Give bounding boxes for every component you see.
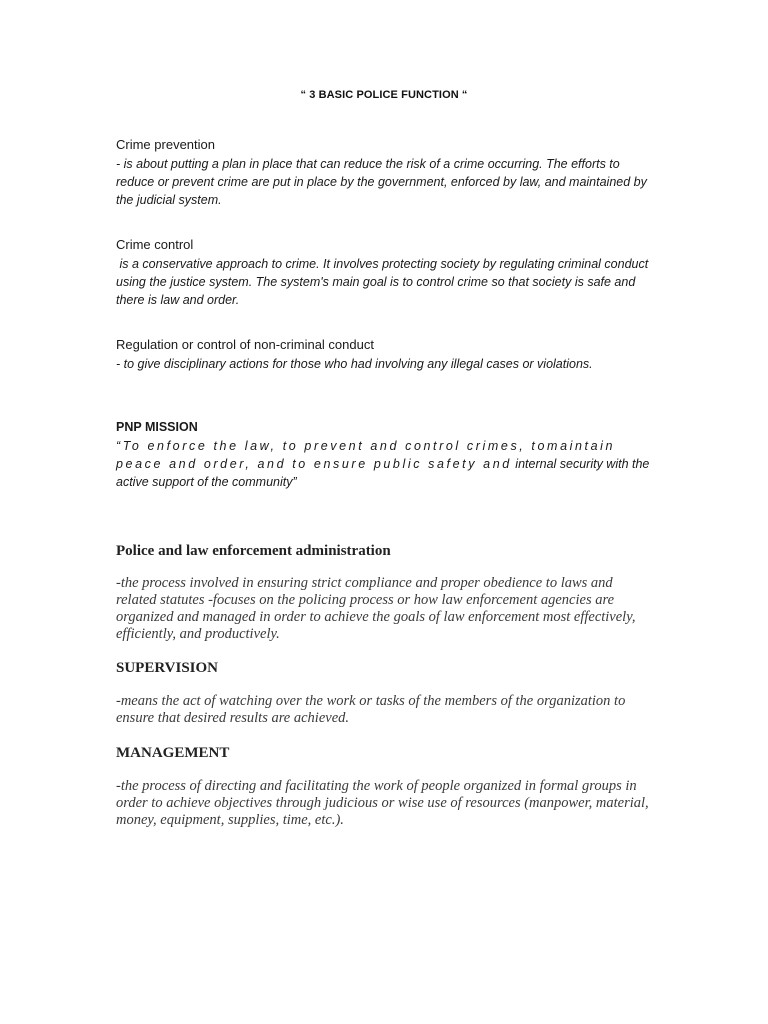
section-management [116, 744, 656, 829]
section-body: -means the act of watching over the work or tasks of the members of the organization to ensure that desired results are achieved. [116, 693, 626, 726]
mission-spaced-text: “To enforce the law, to prevent and control crimes, tomaintain peace and order, and to ensure public safety and [116, 439, 622, 471]
mission-heading: PNP MISSION [116, 420, 198, 434]
section-body: - to give disciplinary actions for those who had involving any illegal cases or violations. [116, 357, 593, 371]
section-heading: Crime prevention [116, 137, 215, 152]
section-crime-control [116, 237, 656, 309]
section-supervision [116, 659, 656, 727]
section-heading: SUPERVISION [116, 660, 218, 676]
section-pnp-mission [116, 419, 656, 491]
section-body: -the process involved in ensuring strict compliance and proper obedience to laws and related statutes -focuses on the policing process or how law enforcement agencies are organized and managed in order to achieve the goals of law enforcement most effectively, efficiently, and productively. [116, 575, 636, 642]
section-heading: MANAGEMENT [116, 745, 230, 761]
section-body: is a conservative approach to crime. It involves protecting society by regulating criminal conduct using the justice system. The system's main goal is to control crime so that society is safe and there is law and order. [116, 257, 652, 307]
document-title: “ 3 BASIC POLICE FUNCTION “ [300, 89, 468, 101]
section-body: -the process of directing and facilitating the work of people organized in formal groups in order to achieve objectives through judicious or wise use of resources (manpower, material, money, equipment, supplies, time, etc.). [116, 778, 649, 828]
mission-body [116, 437, 656, 491]
section-heading: Regulation or control of non-criminal conduct [116, 337, 374, 352]
section-heading: Police and law enforcement administration [116, 543, 391, 559]
section-police-administration [116, 542, 656, 643]
section-heading: Crime control [116, 237, 194, 252]
mission-normal-text: internal security with the active support of the community” [116, 457, 653, 489]
section-regulation [116, 337, 656, 373]
section-body: - is about putting a plan in place that can reduce the risk of a crime occurring. The efforts to reduce or prevent crime are put in place by the government, enforced by law, and maintained by the judicial system. [116, 157, 647, 207]
section-crime-prevention [116, 137, 656, 209]
